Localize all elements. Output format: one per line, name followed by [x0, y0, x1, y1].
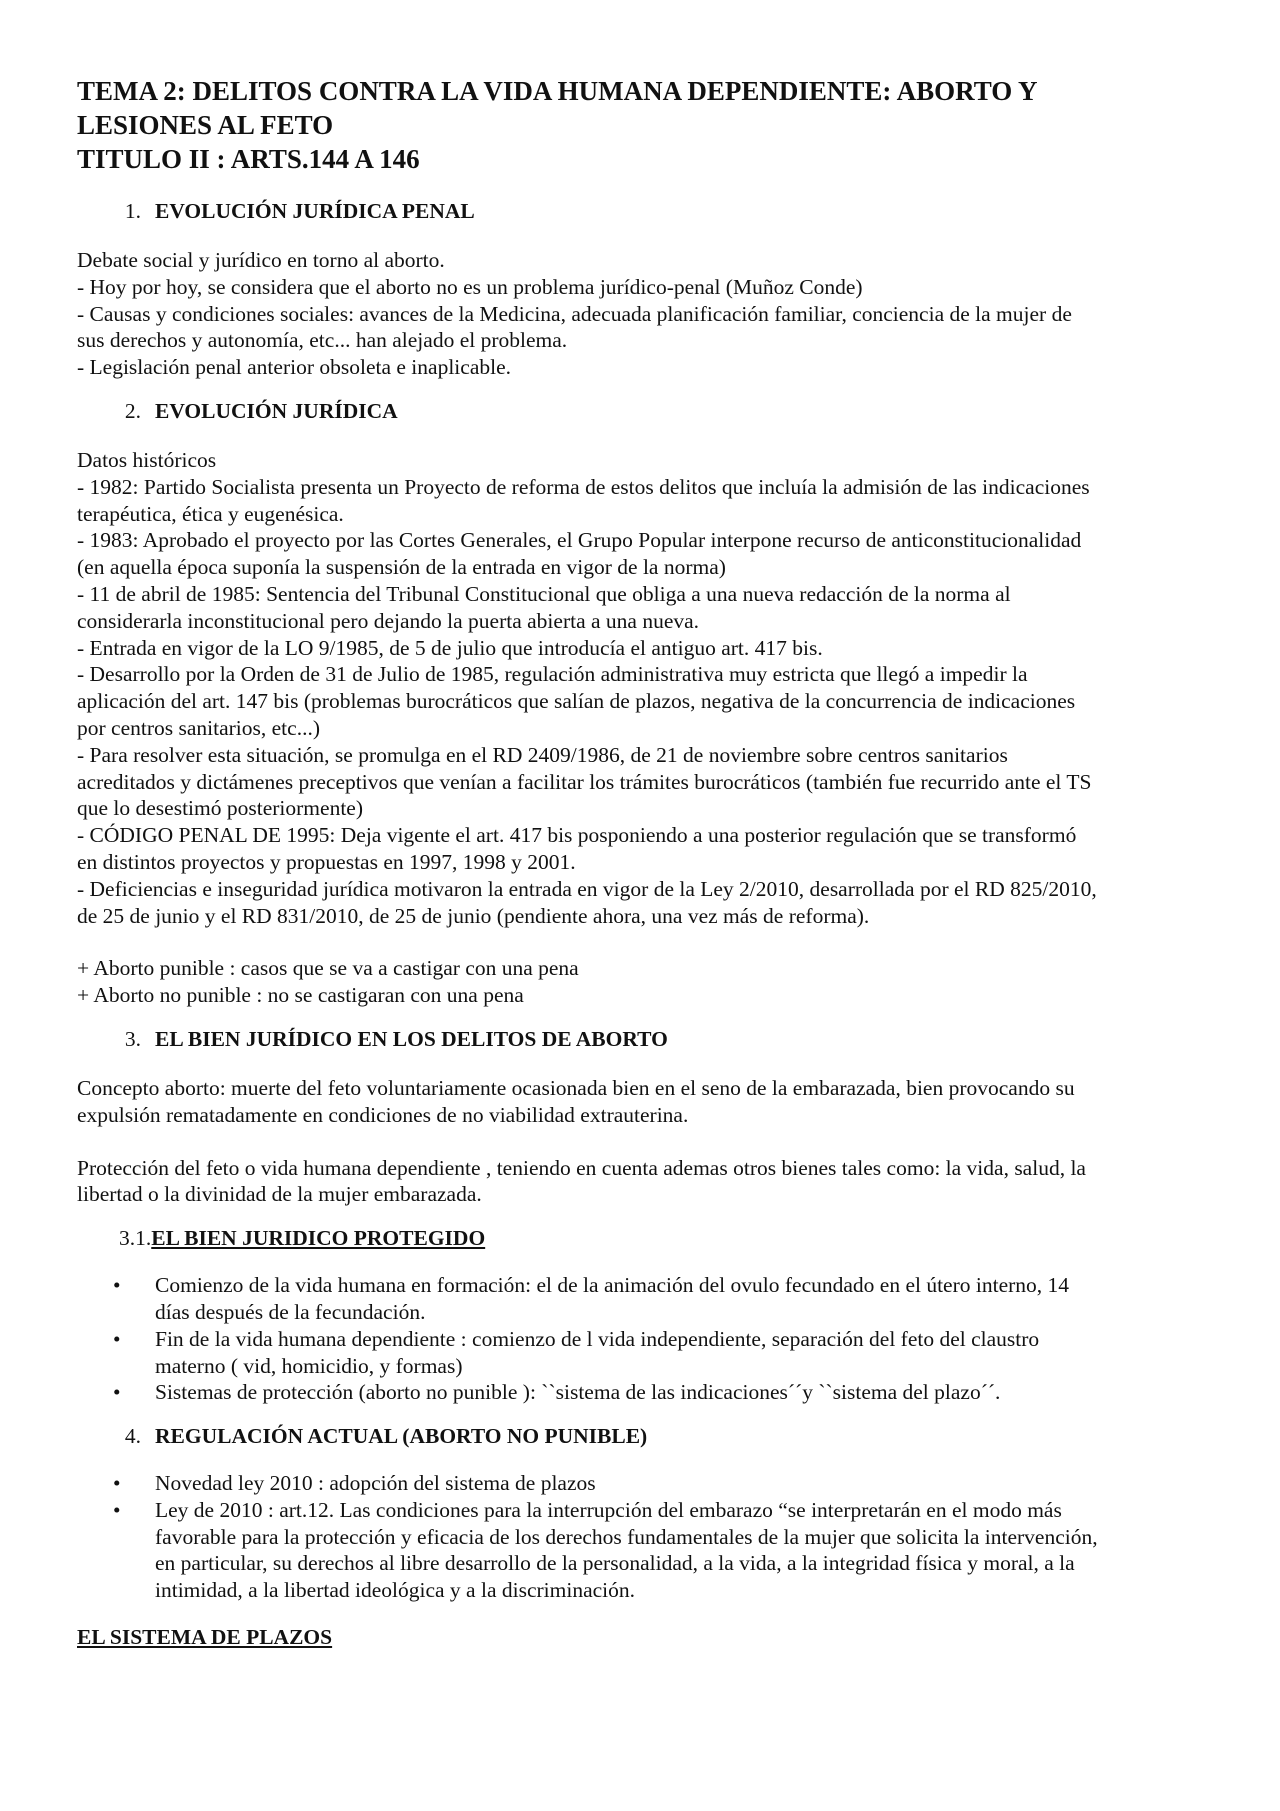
- title-line: TITULO II : ARTS.144 A 146: [77, 144, 420, 174]
- text-line: Datos históricos: [77, 447, 217, 472]
- text-line: sus derechos y autonomía, etc... han alejado el problema.: [77, 328, 568, 353]
- text-line: - Causas y condiciones sociales: avances de la Medicina, adecuada planificación familiar, conciencia de la mujer de: [77, 301, 1072, 326]
- document-title: [77, 74, 1217, 176]
- section-title: EVOLUCIÓN JURÍDICA: [155, 398, 398, 423]
- section-number: 4.: [124, 1424, 141, 1449]
- text-line: - Para resolver esta situación, se promulga en el RD 2409/1986, de 21 de noviembre sobre centros sanitarios: [77, 742, 1008, 767]
- subsection-title: EL BIEN JURIDICO PROTEGIDO: [151, 1226, 486, 1251]
- text-line: aplicación del art. 147 bis (problemas burocráticos que salían de plazos, negativa de la concurrencia de indicaciones: [77, 689, 1076, 714]
- section-title: REGULACIÓN ACTUAL (ABORTO NO PUNIBLE): [155, 1424, 648, 1449]
- text-line: - Desarrollo por la Orden de 31 de Julio de 1985, regulación administrativa muy estricta que llegó a impedir la: [77, 662, 1028, 687]
- text-line: acreditados y dictámenes preceptivos que venían a facilitar los trámites burocráticos (también fue recurrido ante el TS: [77, 769, 1092, 794]
- punible-definitions: [77, 955, 1217, 1009]
- text-line: - Legislación penal anterior obsoleta e inaplicable.: [77, 355, 511, 380]
- text-line: Debate social y jurídico en torno al aborto.: [77, 248, 445, 272]
- list-item: [77, 1272, 1217, 1326]
- section-4-heading: [77, 1423, 1217, 1450]
- text-line: Concepto aborto: muerte del feto voluntariamente ocasionada bien en el seno de la embarazada, bien provocando su: [77, 1075, 1075, 1100]
- text-line: en particular, su derechos al libre desarrollo de la personalidad, a la vida, a la integridad física y moral, a la: [155, 1551, 1075, 1576]
- list-item: [77, 1470, 1217, 1497]
- text-line: Protección del feto o vida humana dependiente , teniendo en cuenta ademas otros bienes tales como: la vida, salud, la: [77, 1155, 1086, 1180]
- text-line: + Aborto no punible : no se castigaran con una pena: [77, 983, 524, 1008]
- text-line: terapéutica, ética y eugenésica.: [77, 501, 344, 526]
- bullet-icon: •: [113, 1497, 121, 1522]
- document-page: [77, 74, 1217, 1651]
- concepto-aborto: [77, 1075, 1217, 1129]
- proteccion-feto: [77, 1155, 1217, 1209]
- text-line: de 25 de junio y el RD 831/2010, de 25 de junio (pendiente ahora, una vez más de reforma).: [77, 903, 870, 928]
- section-1-heading: [77, 198, 1217, 225]
- text-line: días después de la fecundación.: [155, 1299, 426, 1324]
- section-1-body: [77, 247, 1217, 381]
- text-line: favorable para la protección y eficacia de los derechos fundamentales de la mujer que solicita la intervención,: [155, 1524, 1098, 1549]
- list-item: [77, 1379, 1217, 1406]
- text-line: en distintos proyectos y propuestas en 1997, 1998 y 2001.: [77, 849, 576, 874]
- title-line: LESIONES AL FETO: [77, 110, 334, 140]
- bullet-icon: •: [113, 1326, 121, 1351]
- section-number: 2.: [124, 398, 141, 423]
- text-line: - Hoy por hoy, se considera que el aborto no es un problema jurídico-penal (Muñoz Conde): [77, 274, 863, 299]
- title-line: TEMA 2: DELITOS CONTRA LA VIDA HUMANA DEPENDIENTE: ABORTO Y: [77, 76, 1038, 106]
- list-item: [77, 1497, 1217, 1604]
- text-line: (en aquella época suponía la suspensión de la entrada en vigor de la norma): [77, 555, 726, 580]
- bien-juridico-list: [77, 1272, 1217, 1406]
- bullet-icon: •: [113, 1273, 121, 1298]
- text-line: - 1982: Partido Socialista presenta un Proyecto de reforma de estos delitos que incluía la admisión de las indicaciones: [77, 474, 1090, 499]
- text-line: - CÓDIGO PENAL DE 1995: Deja vigente el art. 417 bis posponiendo a una posterior regulación que se transformó: [77, 823, 1077, 848]
- section-title: EL BIEN JURÍDICO EN LOS DELITOS DE ABORTO: [155, 1026, 668, 1051]
- subsection-3-1-heading: [77, 1225, 1217, 1252]
- text-line: + Aborto punible : casos que se va a castigar con una pena: [77, 956, 579, 981]
- section-number: 1.: [124, 199, 141, 223]
- regulacion-list: [77, 1470, 1217, 1604]
- text-line: Fin de la vida humana dependiente : comienzo de l vida independiente, separación del feto del claustro: [155, 1326, 1040, 1351]
- section-2-body: [77, 447, 1217, 929]
- bullet-icon: •: [113, 1471, 121, 1496]
- sistema-plazos-heading: EL SISTEMA DE PLAZOS: [77, 1625, 333, 1650]
- text-line: Novedad ley 2010 : adopción del sistema de plazos: [155, 1471, 596, 1496]
- text-line: libertad o la divinidad de la mujer embarazada.: [77, 1182, 482, 1207]
- text-line: Sistemas de protección (aborto no punible ): ``sistema de las indicaciones´´y ``sistema del plazo´´.: [155, 1380, 1001, 1405]
- text-line: Ley de 2010 : art.12. Las condiciones para la interrupción del embarazo “se interpretarán en el modo más: [155, 1497, 1062, 1522]
- section-number: 3.: [124, 1026, 141, 1051]
- text-line: - Deficiencias e inseguridad jurídica motivaron la entrada en vigor de la Ley 2/2010, desarrollada por el RD 825/2010,: [77, 876, 1097, 901]
- text-line: intimidad, a la libertad ideológica y a la discriminación.: [155, 1578, 636, 1603]
- text-line: que lo desestimó posteriormente): [77, 796, 363, 821]
- text-line: Comienzo de la vida humana en formación: el de la animación del ovulo fecundado en el útero interno, 14: [155, 1273, 1070, 1298]
- text-line: expulsión rematadamente en condiciones de no viabilidad extrauterina.: [77, 1102, 689, 1127]
- text-line: considerarla inconstitucional pero dejando la puerta abierta a una nueva.: [77, 608, 700, 633]
- text-line: - 1983: Aprobado el proyecto por las Cortes Generales, el Grupo Popular interpone recurso de anticonstitucionalidad: [77, 528, 1082, 553]
- section-3-heading: [77, 1026, 1217, 1053]
- text-line: - 11 de abril de 1985: Sentencia del Tribunal Constitucional que obliga a una nueva redacción de la norma al: [77, 581, 1011, 606]
- text-line: - Entrada en vigor de la LO 9/1985, de 5 de julio que introducía el antiguo art. 417 bis.: [77, 635, 823, 660]
- text-line: materno ( vid, homicidio, y formas): [155, 1353, 463, 1378]
- list-item: [77, 1326, 1217, 1380]
- bullet-icon: •: [113, 1380, 121, 1405]
- section-title: EVOLUCIÓN JURÍDICA PENAL: [155, 199, 475, 223]
- section-2-heading: [77, 398, 1217, 425]
- text-line: por centros sanitarios, etc...): [77, 715, 320, 740]
- subsection-number: 3.1.: [119, 1226, 152, 1251]
